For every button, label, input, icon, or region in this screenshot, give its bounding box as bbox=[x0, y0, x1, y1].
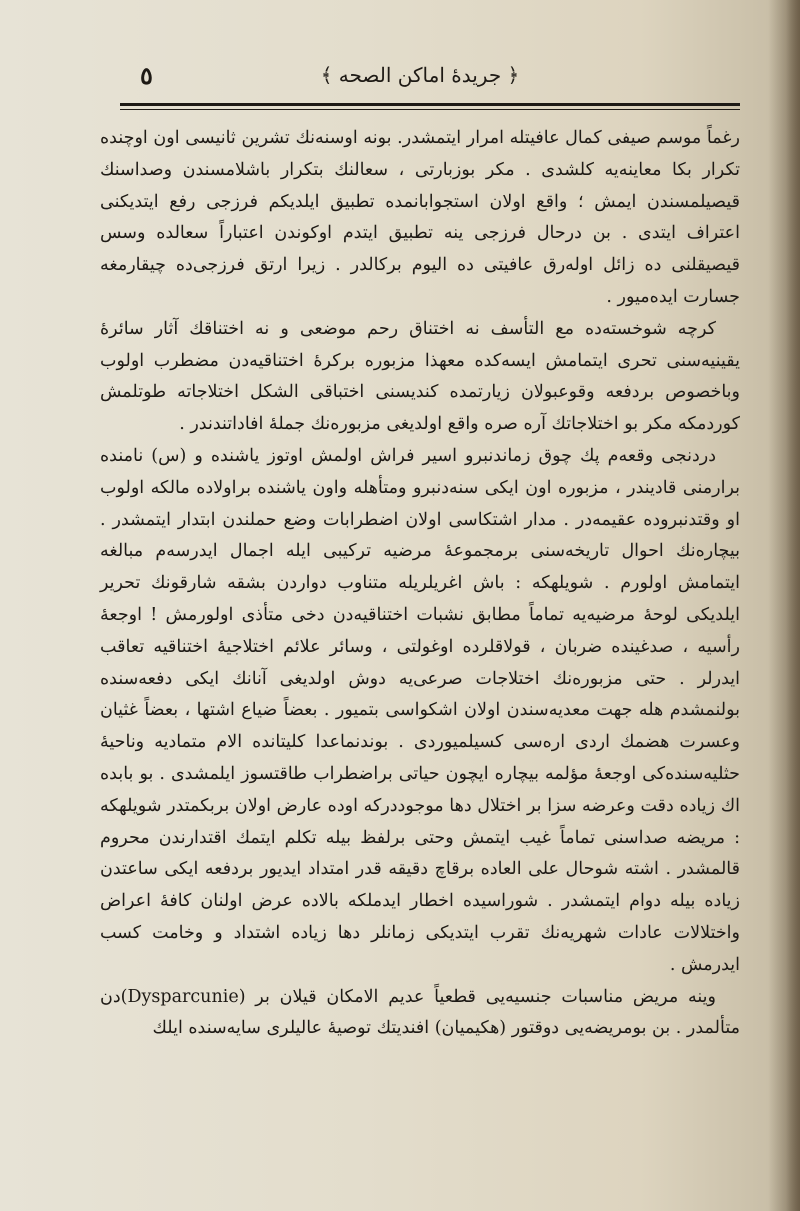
header-rule-thin bbox=[120, 109, 740, 110]
paragraph-2: كرچه شوخسته‌ده مع التأسف نه اختناق رحم موضعى و نه اختناقك آثار سائرهٔ يقينيه‌سنى تحرى ايتمامش ايسه‌كده معهذا مزبوره بركرهٔ اختناقيه‌دن مضطرب اولوب وباخصوص بردفعه وقوعبولان زيارتمده كنديسنى اختباقى الشكل اختلاجاته طوتلمش كوردمكه مكر بو اختلاجاتك آره صره واقع اولديغى مزبوره‌نك جملهٔ افاداتندندر . bbox=[100, 318, 740, 435]
page bbox=[100, 55, 740, 1175]
paragraph-3: دردنجى وقعه‌م پك چوق زماندنبرو اسير فراش اولمش اوتوز ياشنده و (س) نامنده برارمنى قاديندر ، مزبوره اون ايكى سنه‌دنبرو ومتأهله واون ياشنده براولاده مالكه اولوب او وقتدنبروده عقيمه‌در . مدار اشتكاسى اولان اضطرابات وضع حملندن ابتدار ايتمشدر . بيچاره‌نك احوال تاريخه‌سنى برمجموعهٔ مرضيه تركيبى ايله اجمال ايدرسه‌م مبالغه ايتمامش اولورم . شويلهكه : باش اغريلريله متناوب دواردن بشقه شارقونك تحرير ايلديكى لوحهٔ مرضيه‌يه تماماً مطابق نشبات اختناقيه‌دن دخى متأذى اولورمش ! اوجعهٔ رأسيه ، صدغينده ضربان ، قولاقلرده اوغولتى ، وسائر علائم اختلاجيهٔ اختناقيه تعاقب ايدرلر . حتى مزبوره‌نك اختلاجات صرعى‌يه دوش اولديغى آنانك ايكى دفعه‌سنده بولنمشدم هله جهت معديه‌سندن اولان اشكواسى بتميور . بعضاً ضياع اشتها ، بعضاً غثيان وعسرت هضمك اردى اره‌سى كسيلميوردى . بوندنماعدا كليتانده الام متماديه وناحيهٔ حثليه‌سنده‌كى اوجعهٔ مؤلمه بيچاره ايچون حياتى براضطراب طاقتسوز ايلمشدى . بو بابده اك زياده دقت وعرضه سزا بر اختلال دها موجوددركه اوده عارض اولان بربكمتدر شويلهكه : مريضه صداسنى تماماً غيب ايتمش وحتى برلفظ بيله تكلم ايتمك اقتدارندن محروم قالمشدر . اشته شوحال على العاده برقاچ دقيقه قدر امتداد ايديور بردفعه ايكى ساعتدن زياده بيله دوام ايتمشدر . شوراسيده اخطار ايدملكه بالاده عرض اولنان كافهٔ اعراض واختلالات عادات شهريه‌نك تقرب ايتديكى زمانلر دها زياده اشتداد و وخامت كسب ايدرمش . bbox=[100, 445, 740, 975]
page-number: ٥ bbox=[140, 61, 153, 90]
header-rule-thick bbox=[120, 103, 740, 106]
paragraph-1: رغماً موسم صيفى كمال عافيتله امرار ايتمشدر. بونه اوسنه‌نك تشرين ثانيسى اون اوچنده تكرار بكا معاينه‌يه كلشدى . مكر بوزبارتى ، سعالنك بتكرار باشلامسندن وصداسنك قيصيلمسندن ايمش ؛ واقع اولان استجوابانمده تطبيق ايلديكم فرزجى رفع ايتديكنى اعتراف ايتدى . بن درحال فرزجى ينه تطبيق ايتدم اوكوندن اعتباراً سعالده وسس قيصيقلنى ده زائل اوله‌رق عافيتى ده اليوم بركالدر . زيرا ارتق فرزجى‌ده چيقارمغه جسارت ايده‌ميور . bbox=[100, 128, 740, 307]
page-edge-shadow bbox=[786, 0, 800, 1211]
journal-title: ﴿ جريدهٔ اماكن الصحه ﴾ bbox=[320, 63, 520, 87]
paragraph-4: وينه مريض مناسبات جنسيه‌يى قطعياً عديم الامكان قيلان بر (Dysparcunie)دن متألمدر . بن بومريضه‌يى دوقتور (هكيميان) افنديتك توصيهٔ عاليلرى سايه‌سنده ايلك bbox=[100, 986, 740, 1039]
article-body bbox=[100, 123, 740, 1045]
running-header bbox=[100, 55, 740, 105]
